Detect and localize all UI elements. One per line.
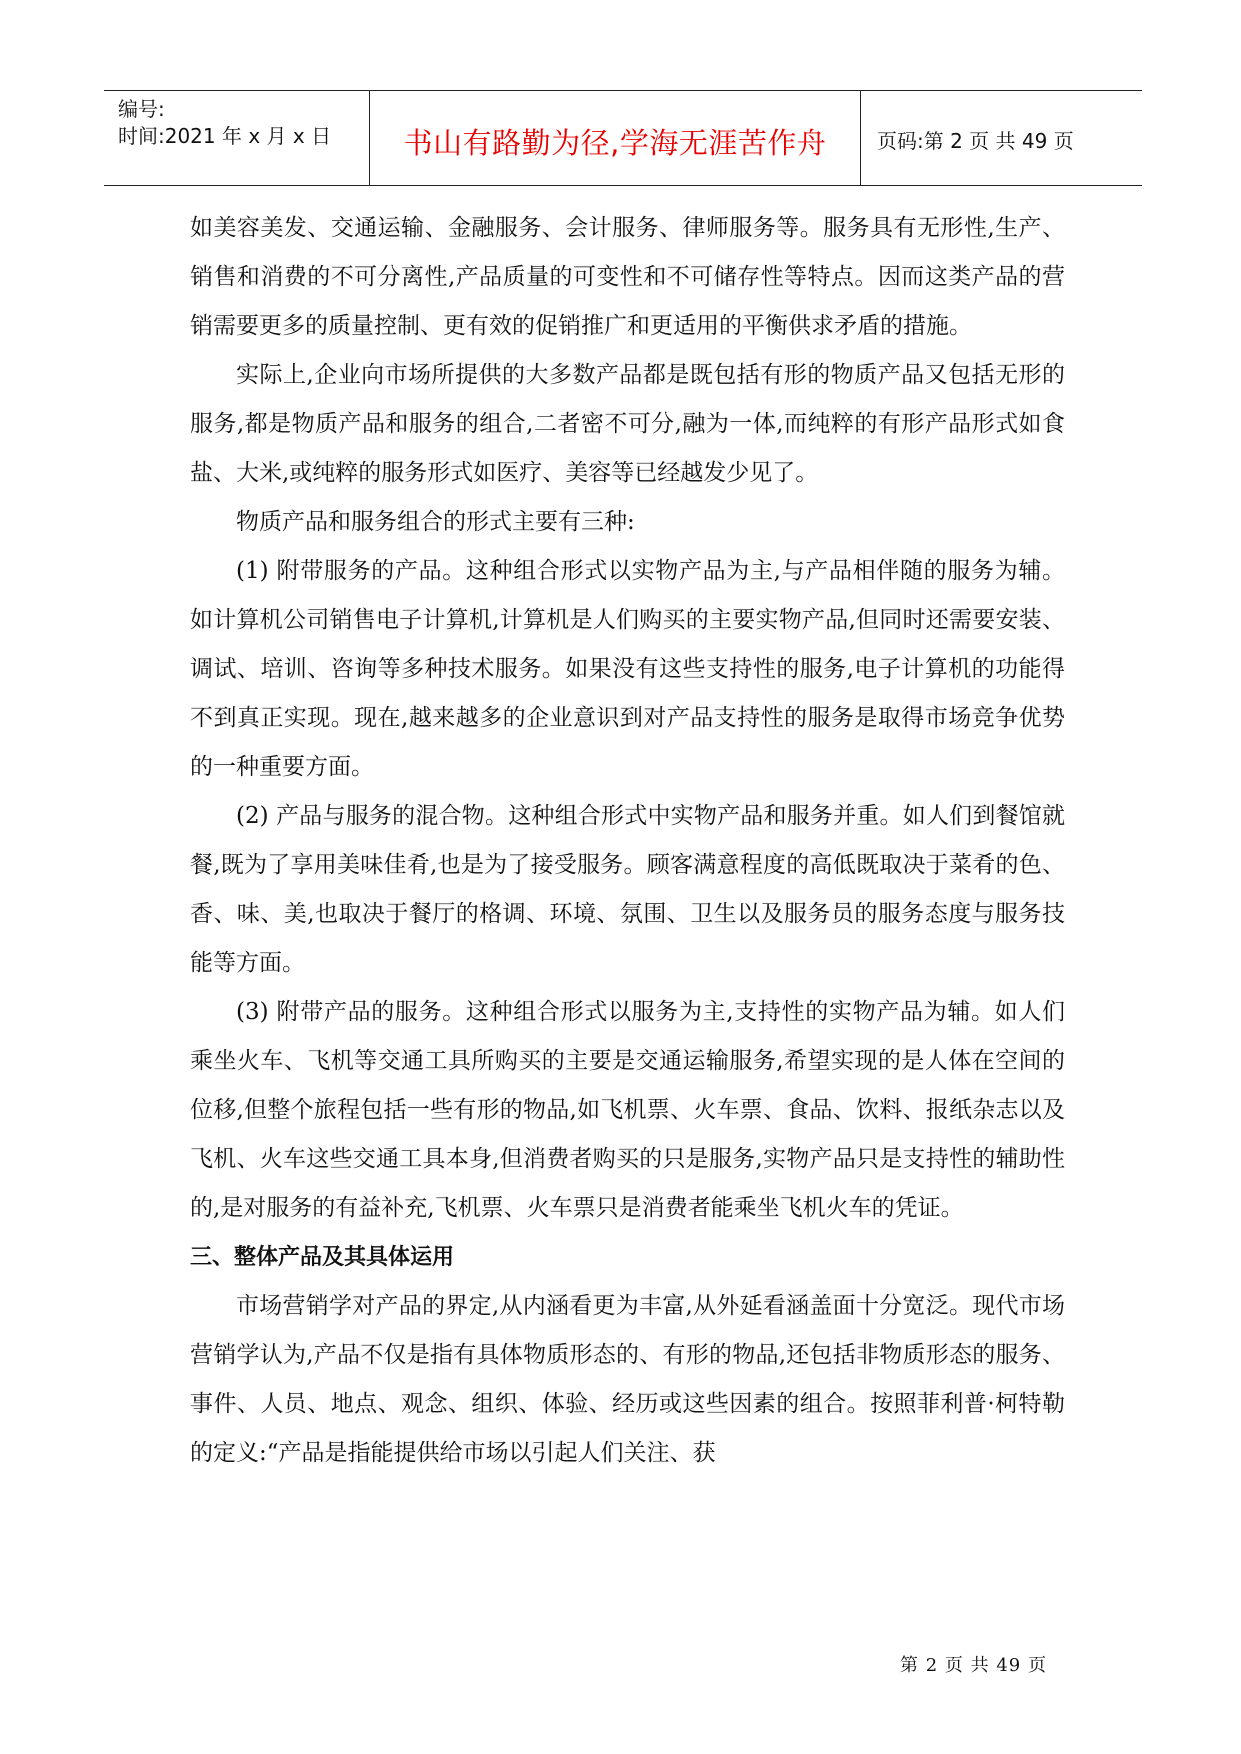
paragraph: (3) 附带产品的服务。这种组合形式以服务为主,支持性的实物产品为辅。如人们乘坐火车、飞机等交通工具所购买的主要是交通运输服务,希望实现的是人体在空间的位移,但整个旅程包括一些有形的物品,如飞机票、火车票、食品、饮料、报纸杂志以及飞机、火车这些交通工具本身,但消费者购买的只是服务,实物产品只是支持性的辅助性的,是对服务的有益补充,飞机票、火车票只是消费者能乘坐飞机火车的凭证。 xyxy=(190,999,1065,1221)
paragraph: (2) 产品与服务的混合物。这种组合形式中实物产品和服务并重。如人们到餐馆就餐,既为了享用美味佳肴,也是为了接受服务。顾客满意程度的高低既取决于菜肴的色、香、味、美,也取决于餐厅的格调、环境、氛围、卫生以及服务员的服务态度与服务技能等方面。 xyxy=(190,803,1065,976)
paragraph: 实际上,企业向市场所提供的大多数产品都是既包括有形的物质产品又包括无形的服务,都是物质产品和服务的组合,二者密不可分,融为一体,而纯粹的有形产品形式如食盐、大米,或纯粹的服务形式如医疗、美容等已经越发少见了。 xyxy=(190,362,1065,486)
header-motto-cell xyxy=(369,91,861,185)
paragraph: 物质产品和服务组合的形式主要有三种: xyxy=(236,509,635,535)
document-time-label: 时间:2021 年 x 月 x 日 xyxy=(118,124,332,148)
header-page-number: 页码:第 2 页 共 49 页 xyxy=(877,129,1074,153)
header-page-cell xyxy=(861,91,1142,185)
paragraph: 如美容美发、交通运输、金融服务、会计服务、律师服务等。服务具有无形性,生产、销售和消费的不可分离性,产品质量的可变性和不可储存性等特点。因而这类产品的营销需要更多的质量控制、更有效的促销推广和更适用的平衡供求矛盾的措施。 xyxy=(190,215,1065,339)
document-body xyxy=(190,204,1065,1478)
paragraph: 市场营销学对产品的界定,从内涵看更为丰富,从外延看涵盖面十分宽泛。现代市场营销学认为,产品不仅是指有具体物质形态的、有形的物品,还包括非物质形态的服务、事件、人员、地点、观念、组织、体验、经历或这些因素的组合。按照菲利普·柯特勒的定义:“产品是指能提供给市场以引起人们关注、获 xyxy=(190,1293,1065,1466)
page-footer: 第 2 页 共 49 页 xyxy=(900,1655,1047,1676)
header-motto: 书山有路勤为径,学海无涯苦作舟 xyxy=(403,126,827,160)
paragraph: (1) 附带服务的产品。这种组合形式以实物产品为主,与产品相伴随的服务为辅。如计算机公司销售电子计算机,计算机是人们购买的主要实物产品,但同时还需要安装、调试、培训、咨询等多种技术服务。如果没有这些支持性的服务,电子计算机的功能得不到真正实现。现在,越来越多的企业意识到对产品支持性的服务是取得市场竞争优势的一种重要方面。 xyxy=(190,558,1065,780)
document-number-label: 编号: xyxy=(118,97,165,121)
section-heading: 三、整体产品及其具体运用 xyxy=(190,1245,455,1270)
page-header xyxy=(104,90,1142,186)
header-info-cell xyxy=(104,91,369,185)
